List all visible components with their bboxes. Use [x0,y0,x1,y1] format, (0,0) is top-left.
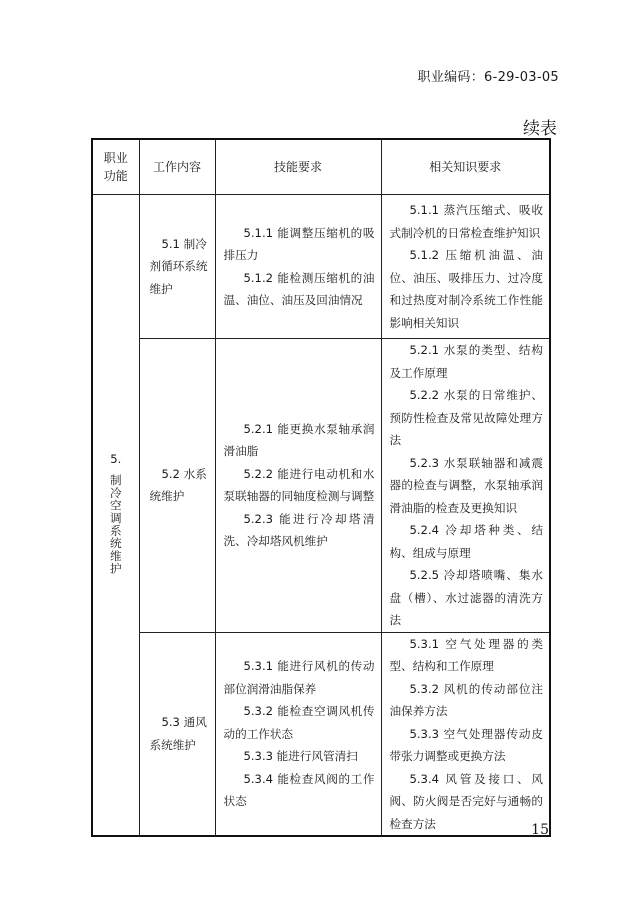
content-cell [139,632,215,836]
knowledge-item: 5.3.1 空气处理器的类型、结构和工作原理 [389,636,543,673]
header-function: 职业功能 [92,139,139,195]
knowledge-item: 5.3.4 风管及接口、风阀、防火阀是否完好与通畅的检查方法 [389,771,543,831]
skill-item: 5.3.2 能检查空调风机传动的工作状态 [223,704,375,741]
skill-item: 5.3.3 能进行风管清扫 [243,749,358,763]
header-skills: 技能要求 [215,139,381,195]
knowledge-cell [381,195,550,339]
knowledge-item: 5.1.1 蒸汽压缩式、吸收式制冷机的日常检查维护知识 [389,203,543,240]
skill-item: 5.2.2 能进行电动机和水泵联轴器的同轴度检测与调整 [223,466,375,504]
skill-item: 5.2.1 能更换水泵轴承润滑油脂 [223,421,375,459]
function-name: 制冷空调系统维护 [108,474,123,575]
knowledge-cell [381,339,550,633]
content-text: 5.1 制冷剂循环系统维护 [149,236,208,296]
table-row [92,195,550,339]
skills-cell [215,632,381,836]
content-text: 5.3 通风系统维护 [149,715,207,752]
knowledge-item: 5.2.1 水泵的类型、结构及工作原理 [389,343,543,380]
skill-item: 5.1.1 能调整压缩机的吸排压力 [223,225,375,262]
table-header-row [92,139,550,195]
skill-item: 5.1.2 能检测压缩机的油温、油位、油压及回油情况 [223,270,375,307]
knowledge-item: 5.1.2 压缩机油温、油位、油压、吸排压力、过冷度和过热度对制冷系统工作性能影响相关知识 [389,248,543,330]
content-cell [139,339,215,633]
skills-table [91,138,551,837]
header-content: 工作内容 [139,139,215,195]
content-cell [139,195,215,339]
knowledge-item: 5.2.2 水泵的日常维护、预防性检查及常见故障处理方法 [389,388,543,447]
continued-label: 续表 [523,119,557,139]
skill-item: 5.2.3 能进行冷却塔清洗、冷却塔风机维护 [223,511,375,549]
knowledge-item: 5.2.4 冷却塔种类、结构、组成与原理 [389,523,543,560]
content-text: 5.2 水系统维护 [149,466,207,504]
skills-cell [215,339,381,633]
table-row [92,339,550,633]
occupation-code: 职业编码：6-29-03-05 [417,70,559,85]
table-row [92,632,550,836]
header-knowledge: 相关知识要求 [381,139,550,195]
skills-cell [215,195,381,339]
knowledge-cell [381,632,550,836]
function-number: 5. [110,451,122,466]
function-cell [92,195,139,837]
skill-item: 5.3.1 能进行风机的传动部位润滑油脂保养 [223,659,375,696]
knowledge-item: 5.3.3 空气处理器传动皮带张力调整或更换方法 [389,726,543,763]
knowledge-item: 5.2.3 水泵联轴器和减震器的检查与调整，水泵轴承润滑油脂的检查及更换知识 [389,455,543,515]
knowledge-item: 5.2.5 冷却塔喷嘴、集水盘（槽）、水过滤器的清洗方法 [389,568,543,627]
skill-item: 5.3.4 能检查风阀的工作状态 [223,771,375,808]
page-number: 15 [531,822,549,838]
knowledge-item: 5.3.2 风机的传动部位注油保养方法 [389,681,543,718]
